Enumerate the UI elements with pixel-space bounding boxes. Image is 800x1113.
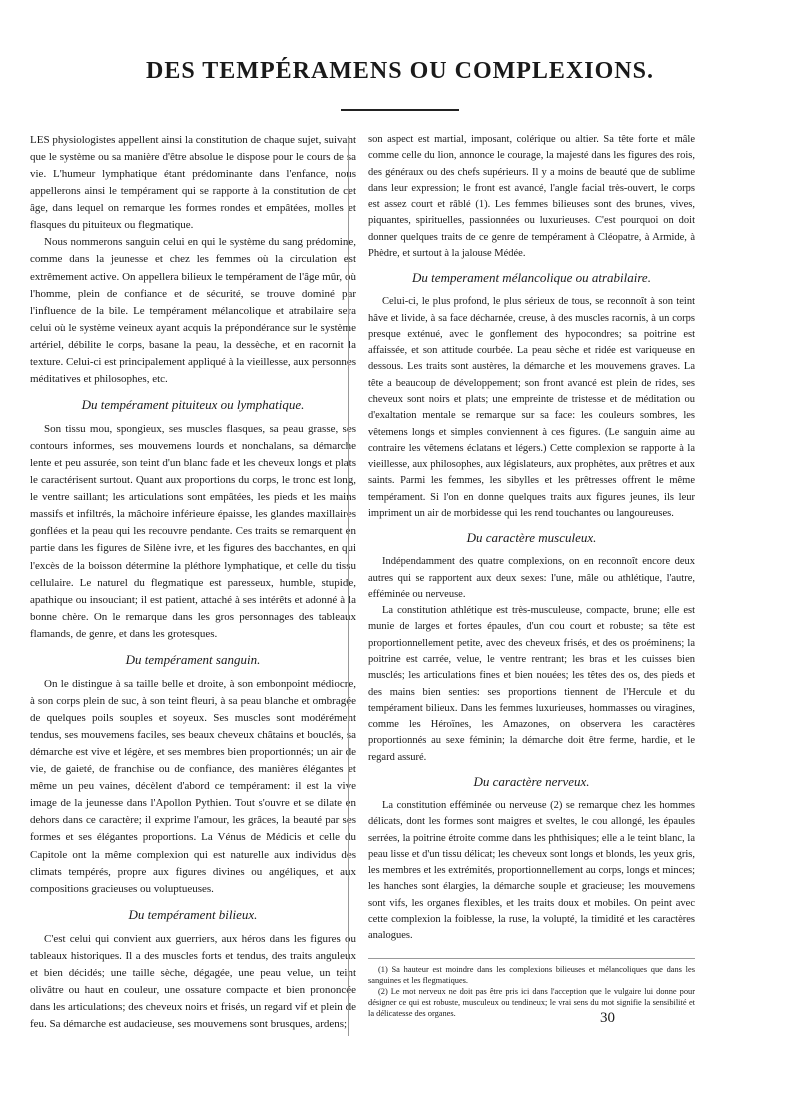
- bilieux-paragraph: C'est celui qui convient aux guerriers, aux héros dans les figures ou tableaux historiques. Il a des muscles forts et tendus, des traits anguleux et bien décidés; une taille sèche, dégagée, une peau velue, un teint olivâtre ou haut en couleur, une ossature compacte et bien prononcée dans les articulations; des cheveux noirs et frisés, un regard vif et plein de feu. Sa démarche est audacieuse, ses mouvemens sont brusques, ardens;: [30, 932, 356, 1031]
- bilieux-continued-paragraph: son aspect est martial, imposant, colérique ou altier. Sa tête forte et mâle comme celle du lion, annonce le courage, la majesté dans les figures des rois, des généraux ou des chefs supérieurs. Il y a moins de beauté que de sublime dans leur expression; le front est avancé, l'angle facial très-ouvert, le corps est assez court et râblé (1). Les femmes bilieuses sont des brunes, vives, piquantes, spirituelles, passionnées ou luxurieuses. C'est pourquoi on doit donner quelques traits de ce genre de tempérament à Cléopatre, à Armide, à Phèdre, et surtout à la jalouse Médée.: [368, 134, 695, 259]
- heading-melancolique: Du temperament mélancolique ou atrabilaire.: [412, 270, 651, 286]
- right-column: [368, 132, 695, 944]
- left-column: [30, 132, 356, 1033]
- sanguin-paragraph: On le distingue à sa taille belle et droite, à son embonpoint médiocre, à son corps plein de suc, à son teint fleuri, à sa peau blanche et ombragée de quelques poils souples et soyeux. Ses muscles sont modérément tendus, ses mouvemens faciles, ses beaux cheveux châtains et bouclés, sa démarche est vive et légère, et ses membres bien proportionnés; un air de vie, de gaieté, de franchise ou de confiance, des manières élégantes et même un peu vaines, décèlent d'abord ce tempérament: il est la vive image de la jeunesse dans l'Apollon Pythien. Tout s'ouvre et se dilate en dehors dans ce caractère; il exprime l'amour, les grâces, la beauté par ses formes et ses élégantes proportions. La Vénus de Médicis et celle du Capitole ont la même complexion qui est naturelle aux individus des climats tempérés, propre aux figures divines ou angéliques, et aux compositions gracieuses ou voluptueuses.: [30, 677, 356, 895]
- column-divider: [348, 136, 349, 1036]
- musculeux-paragraph-2: La constitution athlétique est très-musculeuse, compacte, brune; elle est munie de larges et fortes épaules, d'un cou court et robuste; sa tête est proportionnellement petite, avec des cheveux frisés, et des os proéminens; la poitrine est carrée, velue, le ventre rentrant; les bras et les cuisses bien musclés; les articulations fines et bien nouées; les têtes des os, des pieds et des mains bien senties: ses proportions tiennent de l'Hercule et du tempérament bilieux. Dans les femmes luxurieuses, hommasses ou viragines, comme les Héroïnes, les Amazones, on observera les caractères proportionnés au sexe féminin; la démarche doit être ferme, hardie, et le regard assuré.: [368, 605, 695, 763]
- footnote-2: (2) Le mot nerveux ne doit pas être pris ici dans l'acception que le vulgaire lui donne pour désigner ce qui est robuste, musculeux ou tendineux; le vrai sens du mot signifie la sensibilité et la délicatesse des organes.: [368, 987, 695, 1018]
- title-rule: [341, 109, 459, 111]
- musculeux-paragraph-1: Indépendamment des quatre complexions, on en reconnoît encore deux autres qui se rapportent aux deux sexes: l'une, mâle ou athlétique, l'autre, efféminée ou nerveuse.: [368, 556, 695, 600]
- heading-sanguin: Du tempérament sanguin.: [125, 651, 261, 667]
- footnote-1: (1) Sa hauteur est moindre dans les complexions bilieuses et mélancoliques que dans les sanguines et les flegmatiques.: [368, 965, 695, 985]
- page-number: 30: [600, 1010, 615, 1026]
- intro-paragraph-1: LES physiologistes appellent ainsi la constitution de chaque sujet, suivant que le système ou sa manière d'être absolue le dispose pour le cours de sa vie. L'humeur lymphatique étant prédominante dans l'enfance, nous appellerons ainsi le tempérament qui se rapporte à la constitution de cet âge, dans lequel on remarque les formes rondes et empâtées, molles et flasques du pituiteux ou flegmatique.: [30, 134, 356, 232]
- melancolique-paragraph: Celui-ci, le plus profond, le plus sérieux de tous, se reconnoît à son teint hâve et livide, à sa face décharnée, creuse, à des muscles racornis, à un corps presque exténué, avec le gonflement des hypocondres; sa poitrine est affaissée, et son attitude courbée. La peau sèche et ridée est variqueuse en dessous. Les traits sont austères, la démarche et les mouvemens graves. La tête a beaucoup de développement; son front avancé est plein de rides, ses cheveux sont noirs et plats; une empreinte de tristesse et de méditation ou d'exaltation mentale se remarque sur sa face: les couleurs sombres, les vêtemens longs et simples conviennent à ces figures. (Le sanguin aime au contraire les vêtemens éclatans et légers.) Cette complexion se rapporte à la vieillesse, aux philosophes, aux législateurs, aux prophètes, aux prêtres et aux saints. Parmi les femmes, les sibylles et les prêtresses offrent le même tempérament. Si l'on en donne quelques traits aux figures jeunes, ils leur impriment un air de morbidesse qui les rend touchantes ou langoureuses.: [368, 296, 695, 519]
- page-title: DES TEMPÉRAMENS OU COMPLEXIONS.: [146, 58, 654, 84]
- heading-nerveux: Du caractère nerveux.: [473, 773, 590, 789]
- pituiteux-paragraph: Son tissu mou, spongieux, ses muscles flasques, sa peau grasse, ses contours informes, ses mouvemens lourds et nonchalans, sa démarche lente et peu assurée, son teint d'un blanc fade et les cheveux longs et plats le caractérisent surtout. Quant aux proportions du corps, le tronc est long, le ventre saillant; les articulations sont empâtées, les pieds et les mains massifs et infiltrés, la mâchoire inférieure épaisse, les glandes maxillaires gonflées et la peau qui les recouvre pendante. Ces traits se remarquent en partie dans les figures de Silène ivre, et les figures des bacchantes, en qui l'excès de la boisson détermine la pléthore lymphatique, et celle du tissu cellulaire. Le naturel du flegmatique est paresseux, humble, stupide, apathique ou insouciant; il est patient, attaché à ses intérêts et adonné à la bonne chère. On le remarque dans les gros personnages des tableaux flamands, de genre, et dans les grotesques.: [30, 423, 356, 640]
- heading-musculeux: Du caractère musculeux.: [466, 530, 597, 546]
- heading-pituiteux: Du tempérament pituiteux ou lymphatique.: [81, 396, 305, 412]
- nerveux-paragraph: La constitution efféminée ou nerveuse (2) se remarque chez les hommes délicats, dont les formes sont maigres et sveltes, le cou allongé, les épaules serrées, la poitrine étroite comme dans les phthisiques; elle a le teint blanc, la peau lisse et d'un tissu délicat; les cheveux sont longs et blonds, les yeux gris, les membres et les extrémités, proportionnellement au corps, longs et minces; les hanches sont élargies, la démarche souple et gracieuse; les mouvemens sont vifs, les organes flexibles, et les traits doux et mobiles. On peint avec cette complexion la foiblesse, la ruse, la volupté, la timidité et les caractères analogues.: [368, 800, 695, 942]
- intro-paragraph-2: Nous nommerons sanguin celui en qui le système du sang prédomine, comme dans la jeunesse et chez les femmes où la circulation est extrêmement active. On appellera bilieux le tempérament de l'âge mûr, où l'homme, plein de confiance et de sécurité, se trouve dominé par l'influence de la bile. Le tempérament mélancolique et atrabilaire sera celui où le système veineux ayant acquis la prépondérance sur le système artériel, débilite le corps, basane la peau, la dessèche, et en racornit la texture. Celui-ci est principalement appliqué à la vieillesse, aux personnes méditatives et philosophes, etc.: [30, 236, 356, 385]
- footnotes: [368, 958, 695, 1019]
- heading-bilieux: Du tempérament bilieux.: [128, 906, 258, 922]
